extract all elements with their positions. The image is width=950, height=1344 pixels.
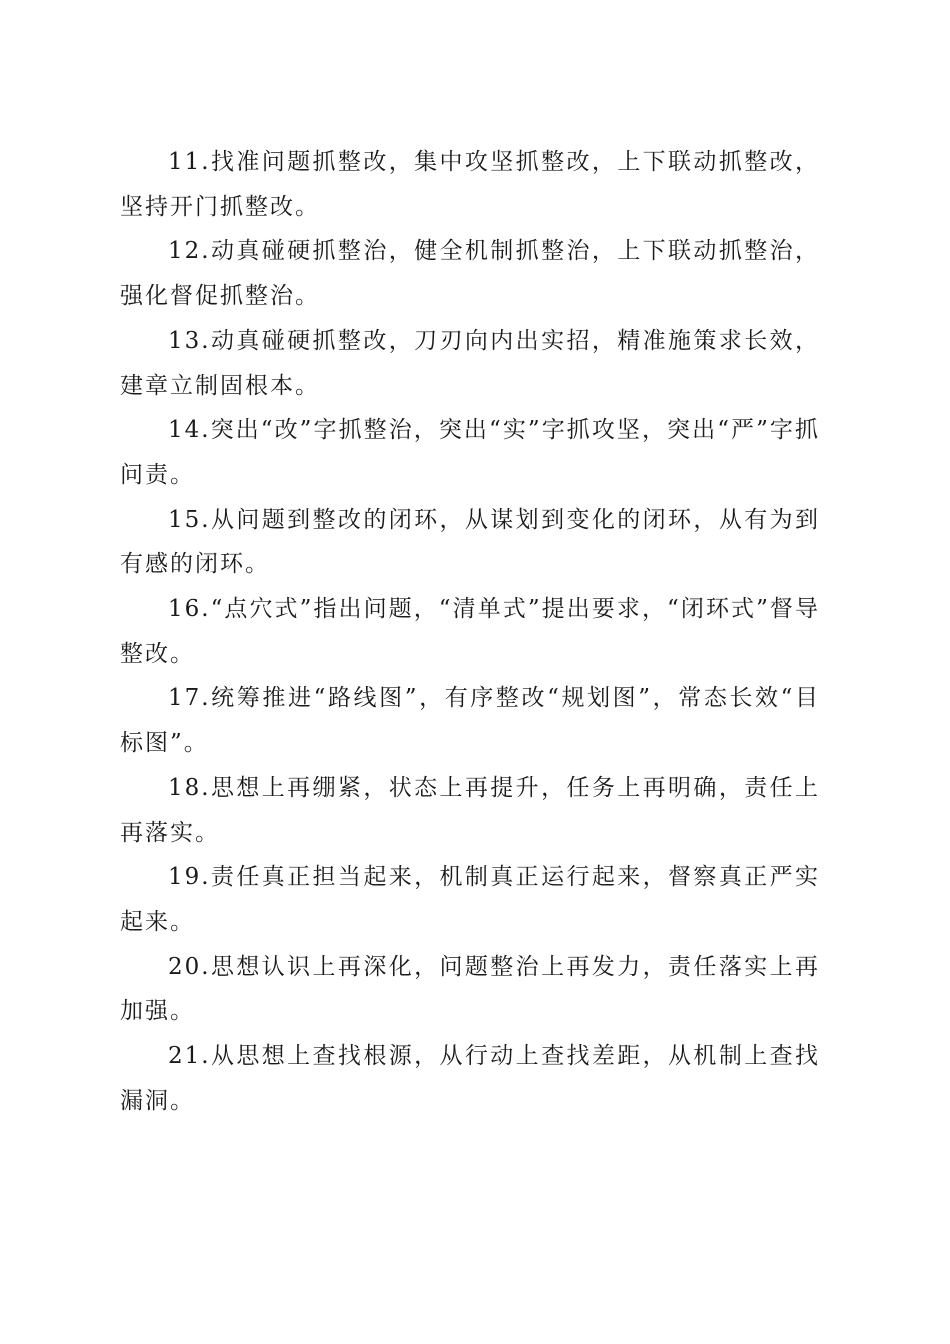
list-item: 20.思想认识上再深化，问题整治上再发力，责任落实上再加强。 bbox=[120, 953, 820, 1025]
list-item: 11.找准问题抓整改，集中攻坚抓整改，上下联动抓整改，坚持开门抓整改。 bbox=[120, 149, 820, 220]
list-item: 14.突出“改”字抓整治，突出“实”字抓攻坚，突出“严”字抓问责。 bbox=[120, 417, 820, 488]
list-item: 17.统筹推进“路线图”，有序整改“规划图”，常态长效“目标图”。 bbox=[120, 685, 820, 757]
list-item: 13.动真碰硬抓整改，刀刃向内出实招，精准施策求长效，建章立制固根本。 bbox=[120, 327, 820, 399]
list-item: 19.责任真正担当起来，机制真正运行起来，督察真正严实起来。 bbox=[120, 864, 820, 935]
list-item: 15.从问题到整改的闭环，从谋划到变化的闭环，从有为到有感的闭环。 bbox=[120, 506, 820, 578]
document-body bbox=[120, 140, 820, 1123]
list-item: 18.思想上再绷紧，状态上再提升，任务上再明确，责任上再落实。 bbox=[120, 774, 820, 846]
list-item: 12.动真碰硬抓整治，健全机制抓整治，上下联动抓整治，强化督促抓整治。 bbox=[120, 238, 820, 310]
list-item: 16.“点穴式”指出问题，“清单式”提出要求，“闭环式”督导整改。 bbox=[120, 596, 820, 667]
list-item: 21.从思想上查找根源，从行动上查找差距，从机制上查找漏洞。 bbox=[120, 1043, 820, 1114]
